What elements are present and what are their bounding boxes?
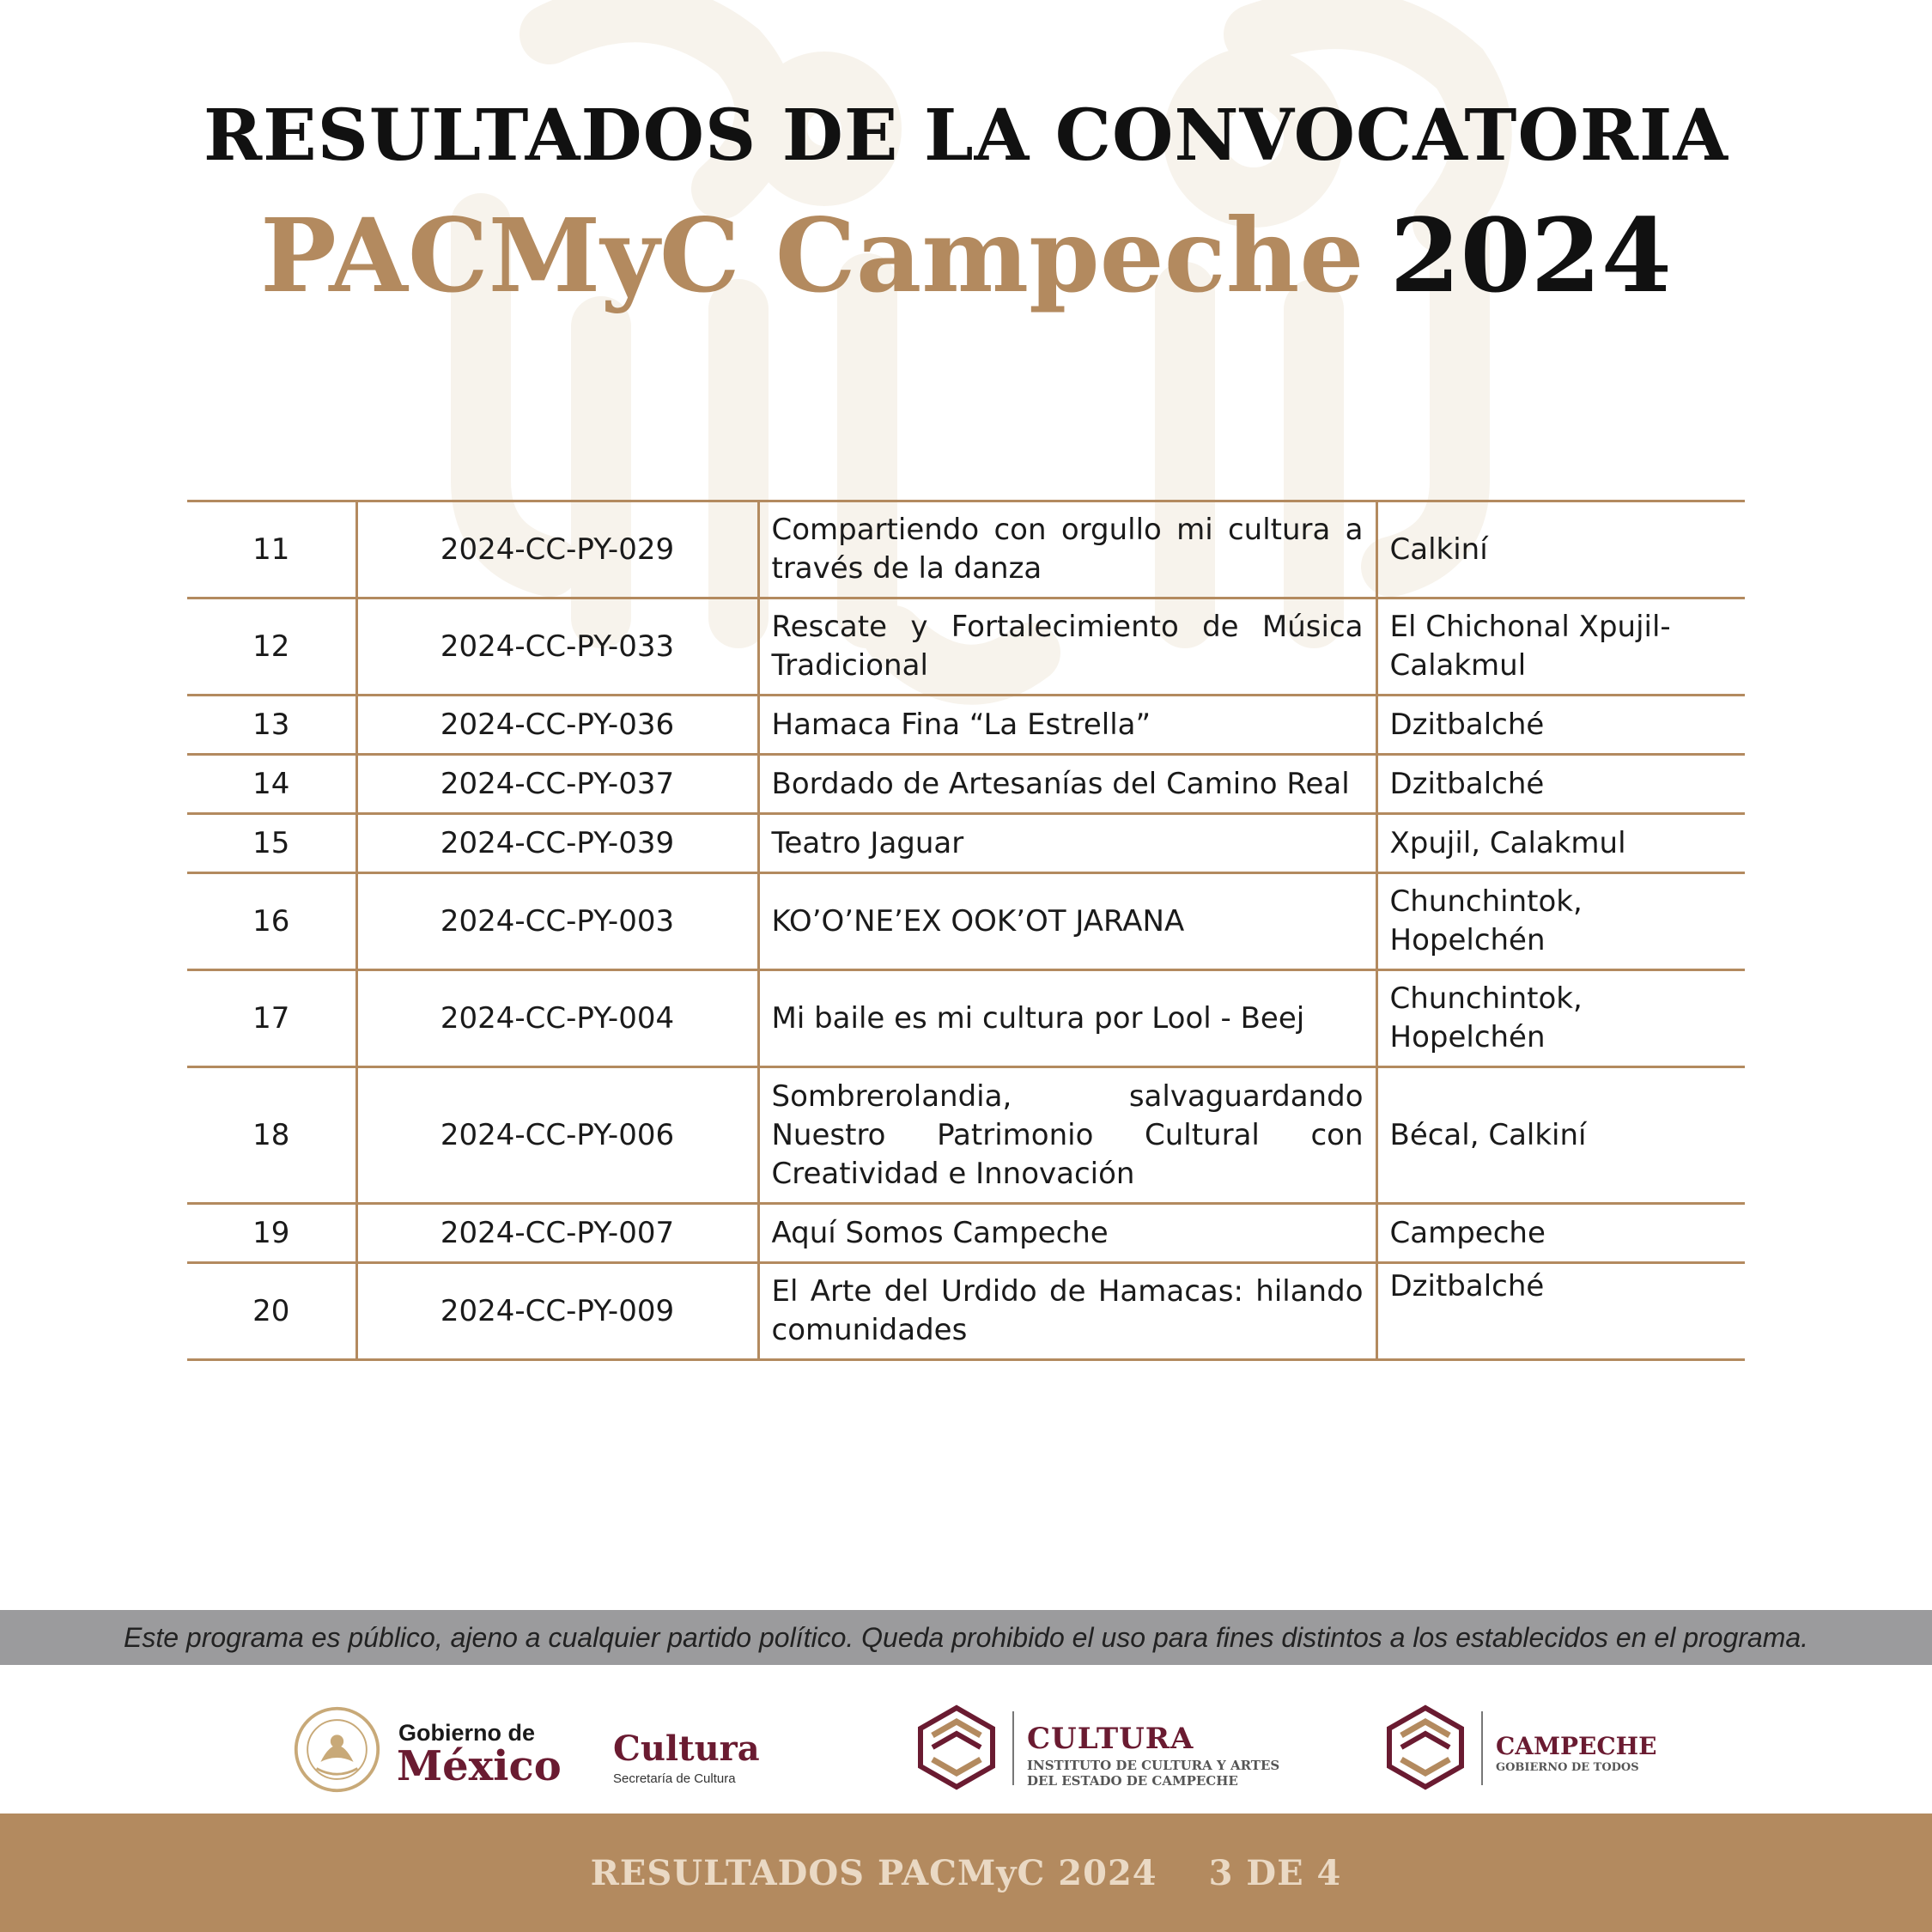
table-row (187, 696, 1745, 755)
project-title: Compartiendo con orgullo mi cultura a través de la danza (758, 501, 1376, 598)
mexico-label: México (397, 1742, 562, 1790)
table-row (187, 1263, 1745, 1360)
footer-bar (0, 1814, 1932, 1932)
project-code: 2024-CC-PY-004 (356, 970, 758, 1067)
page-indicator: 3 DE 4 (1208, 1852, 1342, 1893)
row-number: 17 (187, 970, 356, 1067)
table-row (187, 501, 1745, 598)
row-number: 11 (187, 501, 356, 598)
project-location: Campeche (1376, 1204, 1745, 1263)
divider (1012, 1711, 1014, 1785)
gobierno-de-mexico-logo (292, 1696, 562, 1803)
project-location: Dzitbalché (1376, 755, 1745, 814)
row-number: 13 (187, 696, 356, 755)
table-row (187, 873, 1745, 970)
project-title: Aquí Somos Campeche (758, 1204, 1376, 1263)
hexagon-emblem-icon (915, 1704, 998, 1790)
project-location: El Chichonal Xpujil- Calakmul (1376, 598, 1745, 696)
project-location: Dzitbalché (1376, 1263, 1745, 1360)
row-number: 19 (187, 1204, 356, 1263)
project-location: Calkiní (1376, 501, 1745, 598)
table-row (187, 1204, 1745, 1263)
disclaimer-bar (0, 1610, 1932, 1665)
secretaria-name: Cultura (613, 1728, 760, 1769)
project-code: 2024-CC-PY-039 (356, 814, 758, 873)
table-row (187, 755, 1745, 814)
table-row (187, 970, 1745, 1067)
results-table (187, 500, 1745, 1361)
secretaria-sub: Secretaría de Cultura (613, 1771, 736, 1786)
row-number: 20 (187, 1263, 356, 1360)
instituto-sub (1027, 1758, 1279, 1789)
project-title: Bordado de Artesanías del Camino Real (758, 755, 1376, 814)
secretaria-de-cultura-logo (613, 1696, 776, 1803)
project-title: Rescate y Fortalecimiento de Música Tradicional (758, 598, 1376, 696)
campeche-name: CAMPECHE (1496, 1732, 1657, 1760)
project-title: Teatro Jaguar (758, 814, 1376, 873)
page-title: RESULTADOS DE LA CONVOCATORIA (203, 94, 1729, 177)
row-number: 15 (187, 814, 356, 873)
project-title: El Arte del Urdido de Hamacas: hilando comunidades (758, 1263, 1376, 1360)
hexagon-emblem-icon (1384, 1704, 1467, 1790)
campeche-sub: GOBIERNO DE TODOS (1496, 1761, 1639, 1774)
row-number: 18 (187, 1067, 356, 1204)
project-title: Sombrerolandia, salvaguardando Nuestro Patrimonio Cultural con Creatividad e Innovación (758, 1067, 1376, 1204)
project-location: Dzitbalché (1376, 696, 1745, 755)
table-row (187, 598, 1745, 696)
project-title: Mi baile es mi cultura por Lool - Beej (758, 970, 1376, 1067)
project-code: 2024-CC-PY-036 (356, 696, 758, 755)
divider (1481, 1711, 1483, 1785)
project-title: KO’O’NE’EX OOK’OT JARANA (758, 873, 1376, 970)
project-title: Hamaca Fina “La Estrella” (758, 696, 1376, 755)
table-row (187, 814, 1745, 873)
footer-label: RESULTADOS PACMyC 2024 (590, 1852, 1157, 1893)
project-code: 2024-CC-PY-006 (356, 1067, 758, 1204)
logos-strip (0, 1696, 1932, 1803)
project-code: 2024-CC-PY-029 (356, 501, 758, 598)
row-number: 16 (187, 873, 356, 970)
instituto-cultura-logo (915, 1696, 1280, 1803)
instituto-name: CULTURA (1027, 1722, 1194, 1756)
table-row (187, 1067, 1745, 1204)
program-name: PACMyC Campeche (260, 196, 1364, 315)
project-code: 2024-CC-PY-003 (356, 873, 758, 970)
project-location: Chunchintok, Hopelchén (1376, 970, 1745, 1067)
disclaimer-text: Este programa es público, ajeno a cualquier partido político. Queda prohibido el uso para fines distintos a los establecidos en el programa. (123, 1621, 1809, 1653)
project-code: 2024-CC-PY-037 (356, 755, 758, 814)
instituto-sub-line1: INSTITUTO DE CULTURA Y ARTES (1027, 1758, 1280, 1773)
row-number: 14 (187, 755, 356, 814)
project-code: 2024-CC-PY-033 (356, 598, 758, 696)
project-code: 2024-CC-PY-007 (356, 1204, 758, 1263)
page-subtitle (0, 196, 1932, 315)
program-year: 2024 (1389, 196, 1672, 315)
gobierno-campeche-logo (1384, 1696, 1659, 1803)
project-location: Chunchintok, Hopelchén (1376, 873, 1745, 970)
national-seal-icon (292, 1704, 382, 1795)
instituto-sub-line2: DEL ESTADO DE CAMPECHE (1027, 1773, 1238, 1789)
project-location: Bécal, Calkiní (1376, 1067, 1745, 1204)
project-code: 2024-CC-PY-009 (356, 1263, 758, 1360)
row-number: 12 (187, 598, 356, 696)
project-location: Xpujil, Calakmul (1376, 814, 1745, 873)
gobierno-label: Gobierno de (398, 1720, 536, 1746)
